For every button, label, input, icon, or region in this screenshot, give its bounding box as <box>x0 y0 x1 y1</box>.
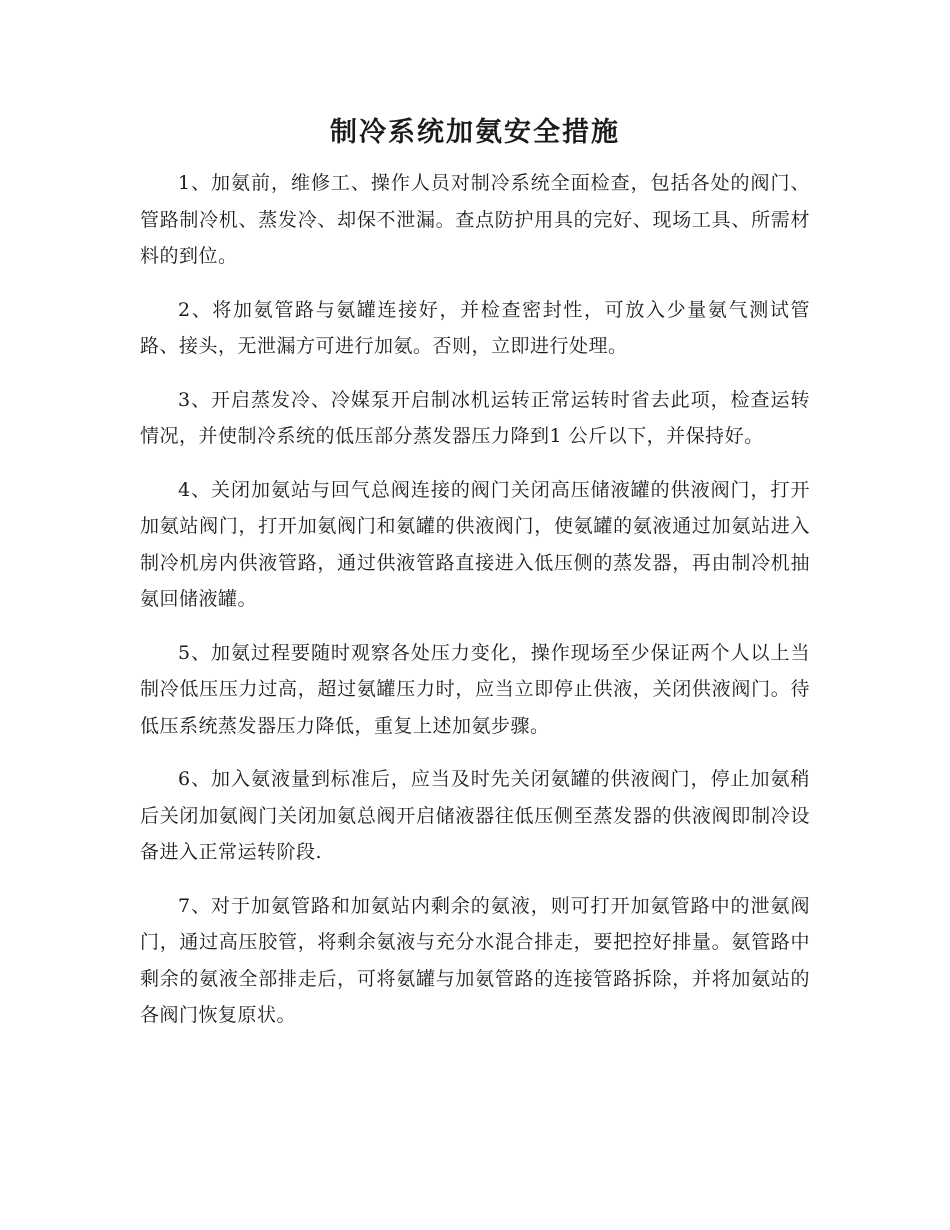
paragraph-3: 3、开启蒸发冷、冷媒泵开启制冰机运转正常运转时省去此项，检查运转情况，并使制冷系统的低压部分蒸发器压力降到1 公斤以下，并保持好。 <box>140 388 810 447</box>
paragraph-4: 4、关闭加氨站与回气总阀连接的阀门关闭高压储液罐的供液阀门，打开加氨站阀门，打开加氨阀门和氨罐的供液阀门，使氨罐的氨液通过加氨站进入制冷机房内供液管路，通过供液管路直接进入低压侧的蒸发器，再由制冷机抽氨回储液罐。 <box>140 478 810 610</box>
paragraph-2: 2、将加氨管路与氨罐连接好，并检查密封性，可放入少量氨气测试管路、接头，无泄漏方可进行加氨。否则，立即进行处理。 <box>140 298 810 357</box>
paragraph-5: 5、加氨过程要随时观察各处压力变化，操作现场至少保证两个人以上当制冷低压压力过高，超过氨罐压力时，应当立即停止供液，关闭供液阀门。待低压系统蒸发器压力降低，重复上述加氨步骤。 <box>140 641 810 737</box>
paragraph-7: 7、对于加氨管路和加氨站内剩余的氨液，则可打开加氨管路中的泄氨阀门，通过高压胶管，将剩余氨液与充分水混合排走，要把控好排量。氨管路中剩余的氨液全部排走后，可将氨罐与加氨管路的连接管路拆除，并将加氨站的各阀门恢复原状。 <box>140 894 810 1026</box>
document-body <box>140 165 810 1051</box>
paragraph-1: 1、加氨前，维修工、操作人员对制冷系统全面检查，包括各处的阀门、管路制冷机、蒸发冷、却保不泄漏。查点防护用具的完好、现场工具、所需材料的到位。 <box>140 172 810 267</box>
document-title: 制冷系统加氨安全措施 <box>330 117 620 148</box>
paragraph-6: 6、加入氨液量到标准后，应当及时先关闭氨罐的供液阀门，停止加氨稍后关闭加氨阀门关闭加氨总阀开启储液器往低压侧至蒸发器的供液阀即制冷设备进入正常运转阶段. <box>140 768 810 863</box>
